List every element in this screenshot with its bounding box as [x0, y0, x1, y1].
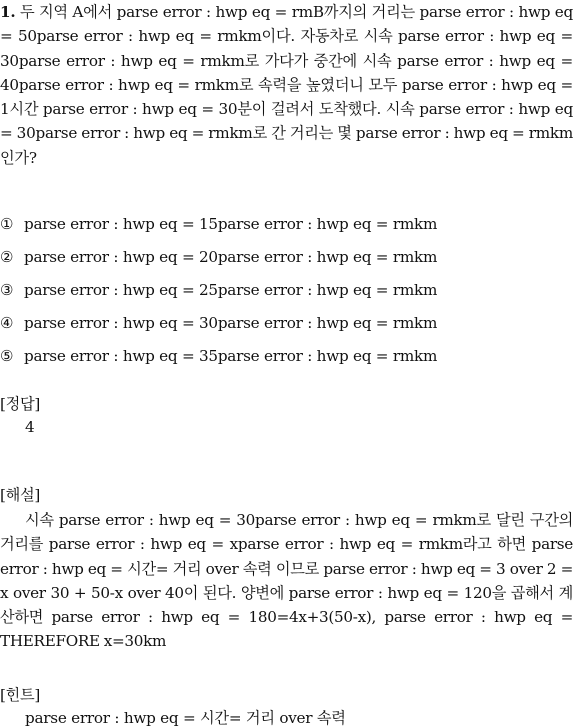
- option-2: [0, 245, 437, 269]
- option-text: parse error : hwp eq = 20parse error : hwp eq = rmkm: [24, 248, 438, 266]
- option-marker: ⑤: [0, 347, 14, 365]
- option-3: [0, 278, 437, 302]
- answer-value: 4: [25, 418, 35, 436]
- question-number: 1.: [0, 3, 16, 21]
- option-marker: ③: [0, 281, 14, 299]
- hint-text: parse error : hwp eq = 시간= 거리 over 속력: [25, 709, 346, 727]
- hint-label: [힌트]: [0, 686, 40, 704]
- option-text: parse error : hwp eq = 35parse error : hwp eq = rmkm: [24, 347, 438, 365]
- question-text: 두 지역 A에서 parse error : hwp eq = rmB까지의 거리는 parse error : hwp eq = 50parse error : hwp eq = rmkm이다. 자동차로 시속 parse error : hwp eq = 30parse error : hwp eq = rmkm로 가다가 중간에 시속 parse error : hwp eq = 40parse error : hwp eq = rmkm로 속력을 높였더니 모두 parse error : hwp eq = 1시간 parse error : hwp eq = 30분이 걸려서 도착했다. 시속 parse error : hwp eq = 30parse error : hwp eq = rmkm로 간 거리는 몇 parse error : hwp eq = rmkm인가?: [0, 3, 573, 167]
- option-marker: ④: [0, 314, 14, 332]
- option-5: [0, 344, 437, 368]
- option-text: parse error : hwp eq = 15parse error : hwp eq = rmkm: [24, 215, 438, 233]
- option-4: [0, 311, 437, 335]
- option-marker: ②: [0, 248, 14, 266]
- option-marker: ①: [0, 215, 14, 233]
- option-text: parse error : hwp eq = 25parse error : hwp eq = rmkm: [24, 281, 438, 299]
- option-text: parse error : hwp eq = 30parse error : hwp eq = rmkm: [24, 314, 438, 332]
- solution-label: [해설]: [0, 486, 40, 504]
- solution-text: 시속 parse error : hwp eq = 30parse error : hwp eq = rmkm로 달린 구간의 거리를 parse error : hwp eq = xparse error : hwp eq = rmkm라고 하면 parse error : hwp eq = 시간= 거리 over 속력 이므로 parse error : hwp eq = 3 over 2 = x over 30 + 50-x over 40이 된다. 양변에 parse error : hwp eq = 120을 곱해서 계산하면 parse error : hwp eq = 180=4x+3(50-x), parse error : hwp eq = THEREFORE x=30km: [0, 511, 573, 651]
- answer-label: [정답]: [0, 395, 40, 413]
- question-block: [0, 0, 573, 170]
- option-1: [0, 212, 437, 236]
